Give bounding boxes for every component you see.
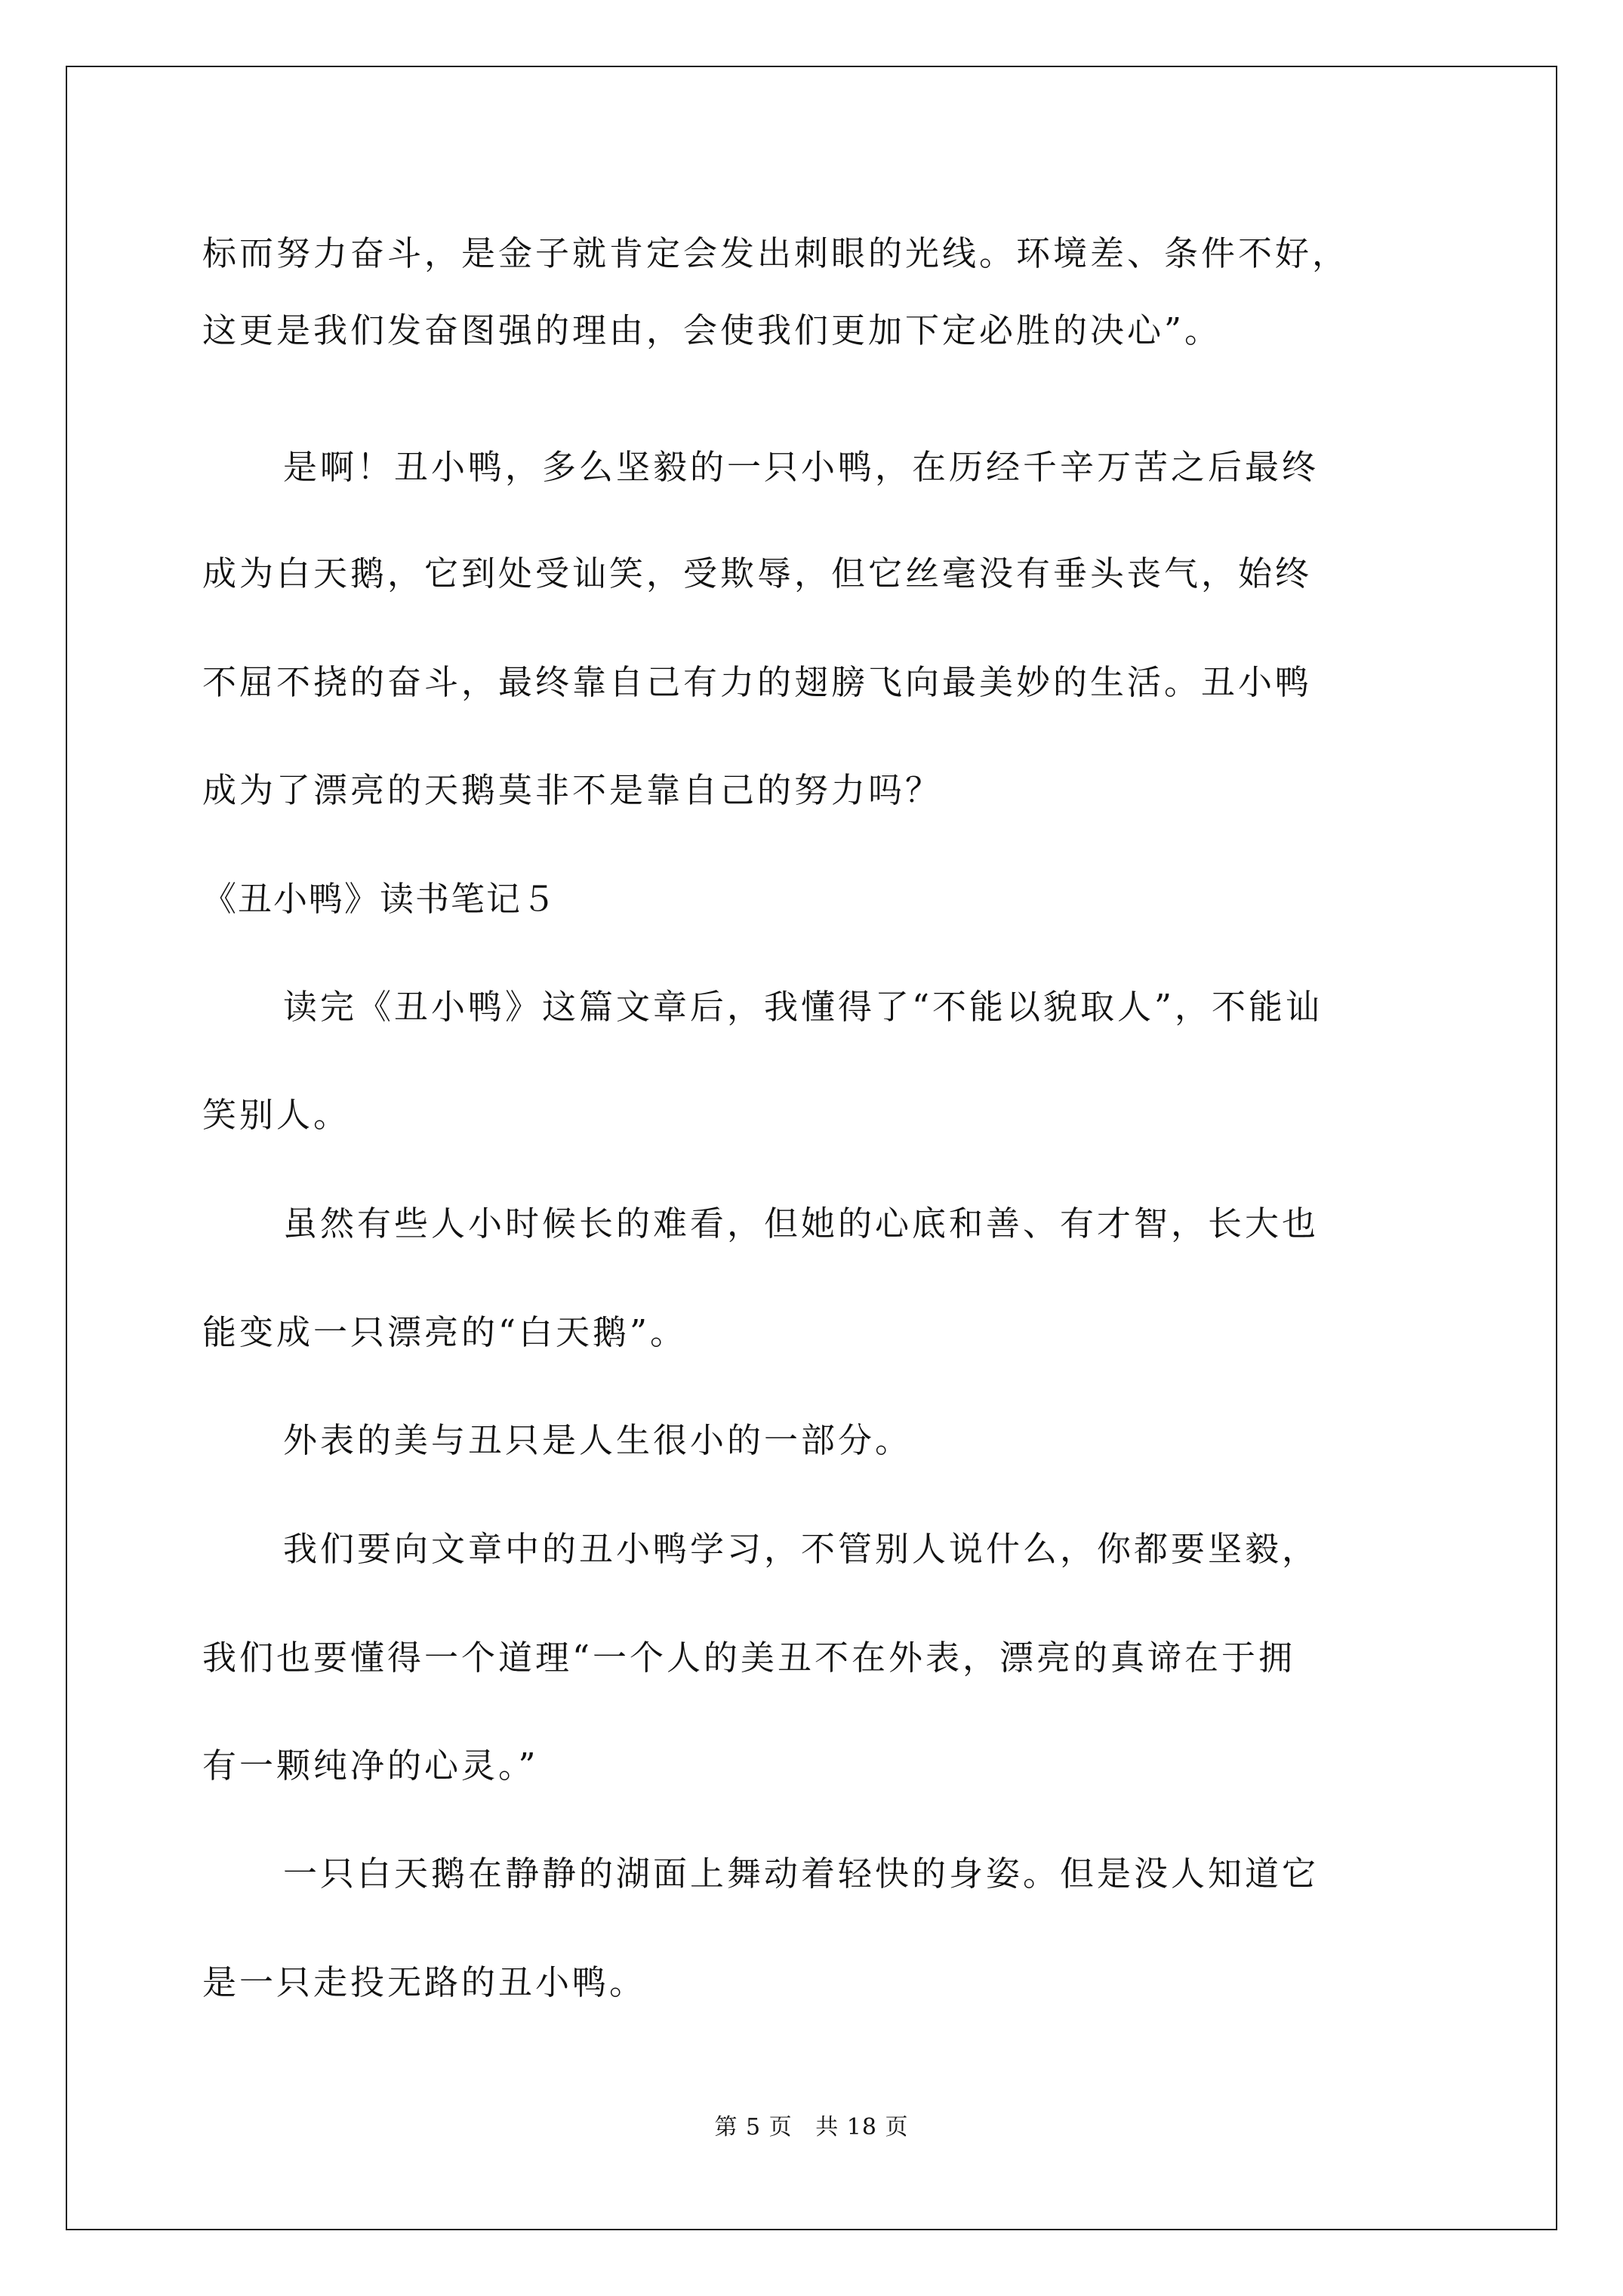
text-line: 我们也要懂得一个道理“一个人的美丑不在外表，漂亮的真谛在于拥 bbox=[202, 1638, 1296, 1678]
paragraph-start: 一只白天鹅在静静的湖面上舞动着轻快的身姿。但是没人知道它 bbox=[283, 1854, 1320, 1894]
paragraph-start: 是啊！丑小鸭，多么坚毅的一只小鸭，在历经千辛万苦之后最终 bbox=[283, 447, 1320, 487]
text-line: 标而努力奋斗，是金子就肯定会发出刺眼的光线。环境差、条件不好， bbox=[202, 233, 1350, 273]
paragraph-start: 读完《丑小鸭》这篇文章后，我懂得了“不能以貌取人”，不能讪 bbox=[283, 987, 1323, 1027]
text-line: 不屈不挠的奋斗，最终靠自己有力的翅膀飞向最美妙的生活。丑小鸭 bbox=[202, 662, 1313, 702]
paragraph-start: 我们要向文章中的丑小鸭学习，不管别人说什么，你都要坚毅， bbox=[283, 1529, 1320, 1569]
paragraph-start: 外表的美与丑只是人生很小的一部分。 bbox=[283, 1420, 913, 1460]
page-total: 共 18 页 bbox=[815, 2114, 909, 2140]
page-footer bbox=[0, 2113, 1623, 2143]
text-line: 成为白天鹅，它到处受讪笑，受欺辱，但它丝毫没有垂头丧气，始终 bbox=[202, 553, 1313, 593]
text-line: 能变成一只漂亮的“白天鹅”。 bbox=[202, 1312, 688, 1352]
text-line: 成为了漂亮的天鹅莫非不是靠自己的努力吗？ bbox=[202, 770, 943, 810]
text-line: 是一只走投无路的丑小鸭。 bbox=[202, 1962, 647, 2002]
page-border bbox=[66, 66, 1557, 2230]
text-line: 笑别人。 bbox=[202, 1095, 351, 1135]
text-line: 有一颗纯净的心灵。” bbox=[202, 1746, 539, 1786]
paragraph-start: 虽然有些人小时候长的难看，但她的心底和善、有才智，长大也 bbox=[283, 1203, 1320, 1244]
section-heading: 《丑小鸭》读书笔记５ bbox=[202, 879, 558, 919]
page-number: 第 5 页 bbox=[714, 2114, 793, 2140]
text-line: 这更是我们发奋图强的理由，会使我们更加下定必胜的决心”。 bbox=[202, 310, 1222, 350]
